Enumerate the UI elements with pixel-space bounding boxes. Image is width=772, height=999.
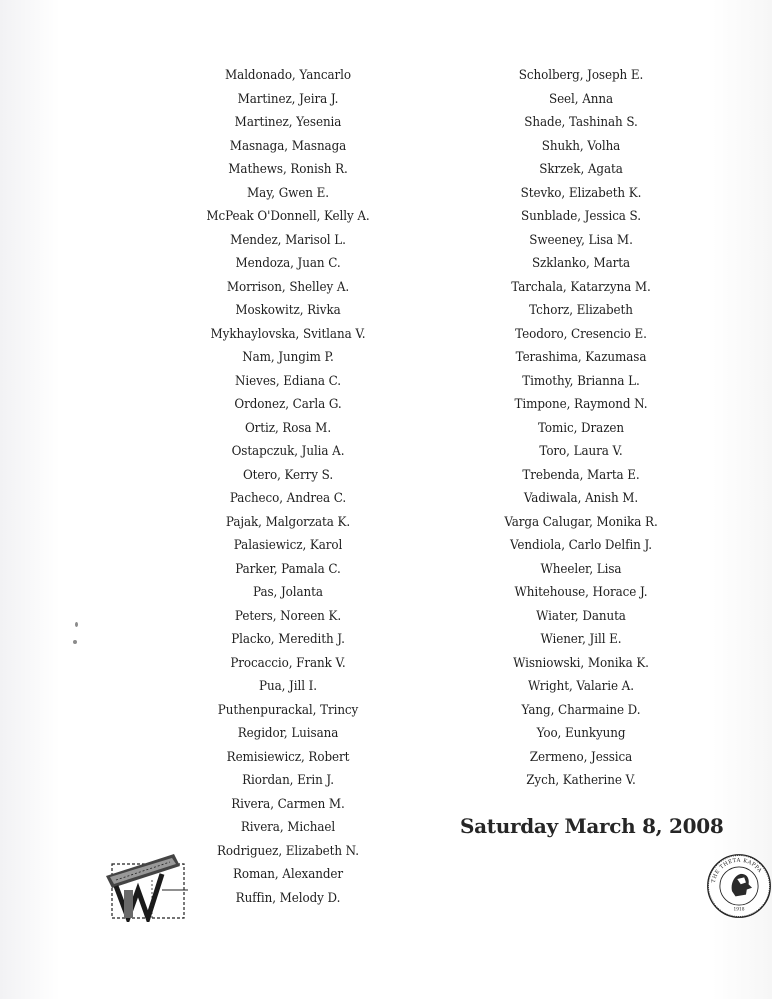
name-entry: Trebenda, Marta E. [522,467,640,483]
name-entry: Martinez, Yesenia [234,115,342,130]
honor-society-seal [706,848,772,924]
name-entry: Tchorz, Elizabeth [529,303,633,318]
name-entry: Stevko, Elizabeth K. [520,185,642,201]
name-entry: Regidor, Luisana [237,726,339,741]
name-entry: Vendiola, Carlo Delfin J. [509,538,652,553]
name-entry: Shade, Tashinah S. [524,115,638,130]
name-entry: Tomic, Drazen [537,420,625,436]
name-entry: Riordan, Erin J. [242,773,334,788]
name-entry: Mykhaylovska, Svitlana V. [210,326,366,342]
name-entry: Masnaga, Masnaga [229,138,347,154]
svg-text:1918: 1918 [733,907,745,913]
name-entry: Peters, Noreen K. [234,608,342,624]
name-entry: Nieves, Ediana C. [235,373,341,389]
name-entry: May, Gwen E. [247,185,329,201]
name-entry: Roman, Alexander [232,867,344,882]
name-entry: Ordonez, Carla G. [234,397,342,412]
name-entry: Ortiz, Rosa M. [244,420,332,436]
name-entry: Procaccio, Frank V. [230,655,346,671]
name-entry: Rodriguez, Elizabeth N. [217,843,359,859]
name-entry: Pacheco, Andrea C. [229,491,347,506]
name-entry: Shukh, Volha [541,138,621,154]
name-entry: Wiener, Jill E. [540,632,622,647]
name-entry: Zych, Katherine V. [526,773,636,788]
name-entry: Tarchala, Katarzyna M. [511,279,651,295]
event-date: Saturday March 8, 2008 [460,814,724,838]
name-entry: Timothy, Brianna L. [522,373,640,389]
name-entry: Maldonado, Yancarlo [225,68,351,83]
name-entry: Scholberg, Joseph E. [518,68,644,83]
name-entry: Moskowitz, Rivka [235,303,341,318]
name-entry: Vadiwala, Anish M. [523,491,639,506]
name-entry: Seel, Anna [548,91,614,107]
name-entry: Puthenpurackal, Trincy [217,702,359,718]
name-entry: Wheeler, Lisa [540,561,622,577]
name-entry: Yoo, Eunkyung [536,726,626,741]
name-entry: Mendez, Marisol L. [230,232,346,248]
scan-speck [73,640,77,644]
name-entry: Otero, Kerry S. [242,467,334,483]
name-entry: Varga Calugar, Monika R. [504,514,658,530]
name-entry: Teodoro, Cresencio E. [515,326,647,342]
name-entry: Mathews, Ronish R. [228,162,348,177]
svg-text:THE THETA KAPPA: THE THETA KAPPA [710,857,763,884]
name-entry: Whitehouse, Horace J. [514,585,648,600]
name-entry: Rivera, Michael [240,820,336,835]
name-entry: Nam, Jungim P. [242,350,334,365]
name-entry: Morrison, Shelley A. [226,279,350,295]
scan-speck [75,622,78,627]
name-entry: Wisniowski, Monika K. [513,655,649,671]
name-entry: Pas, Jolanta [253,585,323,600]
name-entry: Ruffin, Melody D. [235,890,341,906]
name-entry: Ostapczuk, Julia A. [231,444,345,459]
name-entry: Timpone, Raymond N. [514,397,648,412]
name-entry: Placko, Meredith J. [231,632,345,647]
name-entry: Yang, Charmaine D. [521,702,641,718]
name-entry: Palasiewicz, Karol [233,538,343,553]
university-monogram-logo [104,850,188,922]
graduate-names-right-column [442,64,720,793]
name-entry: Wright, Valarie A. [528,679,634,694]
name-entry: Sunblade, Jessica S. [521,209,641,224]
name-entry: Szklanko, Marta [531,256,631,271]
name-entry: Sweeney, Lisa M. [529,232,633,248]
name-entry: Wiater, Danuta [536,608,626,624]
name-entry: Skrzek, Agata [539,162,623,177]
name-entry: Terashima, Kazumasa [515,350,647,365]
graduate-names-left-column [150,64,426,910]
name-entry: Remisiewicz, Robert [226,749,350,765]
name-entry: Pua, Jill I. [259,679,317,694]
name-entry: Rivera, Carmen M. [231,796,345,812]
name-entry: Parker, Pamala C. [235,561,341,577]
name-entry: Pajak, Malgorzata K. [225,514,351,530]
name-entry: Mendoza, Juan C. [235,256,341,271]
name-entry: Martinez, Jeira J. [237,91,339,107]
name-entry: Zermeno, Jessica [529,749,633,765]
name-entry: McPeak O'Donnell, Kelly A. [206,209,370,224]
name-entry: Toro, Laura V. [539,444,623,459]
